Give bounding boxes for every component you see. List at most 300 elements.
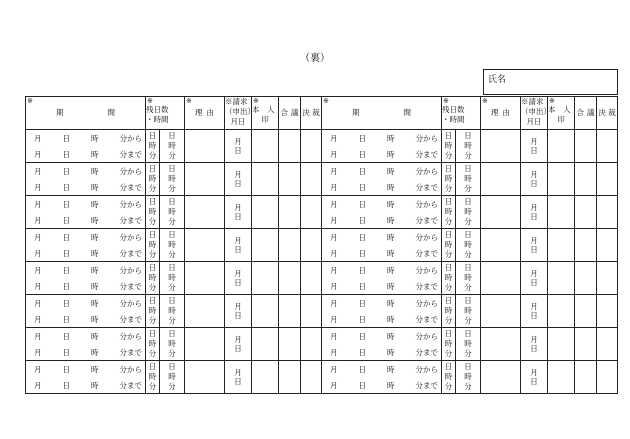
seal-cell[interactable]	[548, 229, 575, 262]
entry-row	[26, 163, 618, 196]
period-text: 日	[358, 298, 366, 308]
period-text: 月	[34, 133, 42, 143]
period-cell[interactable]	[322, 328, 442, 361]
unit-day: 日	[530, 344, 538, 353]
consultation-cell[interactable]	[279, 262, 301, 295]
approval-cell[interactable]	[597, 295, 618, 328]
remaining-cell[interactable]	[160, 196, 185, 229]
leave-amount-cell[interactable]	[146, 130, 160, 163]
period-header-label: 間	[403, 108, 411, 117]
period-text: 日	[62, 199, 70, 209]
request-date-cell[interactable]	[521, 328, 548, 361]
period-cell[interactable]	[26, 229, 146, 262]
remaining-cell[interactable]	[456, 163, 481, 196]
period-text: 日	[62, 215, 70, 225]
period-text: 月	[330, 182, 338, 192]
unit-minute: 分	[148, 283, 157, 292]
unit-month: 月	[234, 335, 242, 344]
approval-header	[301, 97, 322, 130]
unit-minute: 分	[148, 184, 157, 193]
reason-cell[interactable]	[185, 262, 225, 295]
approval-cell[interactable]	[597, 229, 618, 262]
period-cell[interactable]	[26, 262, 146, 295]
period-text: 時	[91, 380, 99, 390]
unit-minute: 分	[168, 250, 176, 259]
unit-day: 日	[444, 296, 453, 305]
seal-cell[interactable]	[252, 229, 279, 262]
request-date-header	[225, 97, 255, 130]
leave-amount-cell[interactable]	[442, 196, 456, 229]
unit-hour: 時	[168, 306, 176, 315]
approval-cell[interactable]	[597, 262, 618, 295]
period-text: 月	[34, 380, 42, 390]
consultation-cell[interactable]	[279, 295, 301, 328]
unit-day: 日	[234, 146, 242, 155]
name-label: 氏名	[488, 75, 507, 85]
unit-minute: 分	[464, 382, 472, 391]
seal-label: 印	[261, 115, 269, 124]
remaining-cell[interactable]	[160, 262, 185, 295]
period-text: 時	[91, 215, 99, 225]
period-cell[interactable]	[322, 196, 442, 229]
remaining-cell[interactable]	[160, 130, 185, 163]
period-header-label: 期	[56, 108, 64, 117]
remaining-cell[interactable]	[160, 295, 185, 328]
period-text: 日	[62, 298, 70, 308]
period-text: 時	[387, 133, 395, 143]
request-label: （申出）	[521, 107, 551, 116]
period-text: 月	[34, 149, 42, 159]
remaining-cell[interactable]	[456, 229, 481, 262]
period-text: 時	[387, 215, 395, 225]
unit-hour: 時	[148, 273, 157, 282]
request-date-cell[interactable]	[225, 361, 252, 394]
unit-minute: 分	[444, 382, 453, 391]
period-text: 分まで	[415, 380, 438, 390]
unit-hour: 時	[148, 141, 157, 150]
request-date-cell[interactable]	[521, 196, 548, 229]
period-cell[interactable]	[322, 130, 442, 163]
period-text: 月	[330, 215, 338, 225]
request-date-cell[interactable]	[521, 295, 548, 328]
period-cell[interactable]	[322, 229, 442, 262]
period-text: 月	[330, 265, 338, 275]
unit-hour: 時	[168, 141, 176, 150]
seal-cell[interactable]	[252, 361, 279, 394]
leave-record-table	[25, 96, 618, 394]
period-header-label: 間	[107, 108, 115, 117]
remaining-cell[interactable]	[160, 163, 185, 196]
period-text: 分から	[119, 232, 142, 242]
period-text: 分から	[119, 133, 142, 143]
request-date-cell[interactable]	[225, 295, 252, 328]
period-text: 時	[387, 166, 395, 176]
leave-amount-cell[interactable]	[146, 196, 160, 229]
period-text: 日	[358, 166, 366, 176]
period-text: 月	[330, 199, 338, 209]
remaining-label: ・時間	[146, 115, 169, 124]
unit-hour: 時	[464, 207, 472, 216]
unit-day: 日	[530, 311, 538, 320]
period-text: 時	[387, 380, 395, 390]
period-text: 月	[330, 281, 338, 291]
period-text: 月	[330, 149, 338, 159]
consult-label: 議	[291, 108, 299, 117]
unit-minute: 分	[464, 283, 472, 292]
remaining-cell[interactable]	[456, 295, 481, 328]
approval-cell[interactable]	[301, 262, 322, 295]
period-text: 分まで	[415, 248, 438, 258]
period-text: 分から	[119, 298, 142, 308]
reason-cell[interactable]	[481, 328, 521, 361]
seal-cell[interactable]	[548, 130, 575, 163]
request-date-cell[interactable]	[225, 130, 252, 163]
leave-amount-cell[interactable]	[442, 328, 456, 361]
consultation-cell[interactable]	[575, 361, 597, 394]
period-text: 月	[330, 331, 338, 341]
period-text: 分から	[415, 232, 438, 242]
period-text: 時	[387, 364, 395, 374]
seal-label: 本 人	[548, 105, 571, 114]
consultation-cell[interactable]	[575, 196, 597, 229]
remaining-label: ・時間	[442, 115, 465, 124]
remaining-header	[442, 97, 481, 130]
consultation-cell[interactable]	[279, 130, 301, 163]
period-text: 日	[358, 314, 366, 324]
unit-hour: 時	[444, 372, 453, 381]
approval-cell[interactable]	[597, 361, 618, 394]
approval-cell[interactable]	[301, 196, 322, 229]
period-text: 月	[330, 298, 338, 308]
unit-day: 日	[464, 230, 472, 239]
approval-cell[interactable]	[597, 163, 618, 196]
unit-hour: 時	[148, 174, 157, 183]
period-text: 時	[387, 182, 395, 192]
reason-cell[interactable]	[481, 163, 521, 196]
period-text: 時	[91, 199, 99, 209]
reason-cell[interactable]	[185, 229, 225, 262]
consultation-cell[interactable]	[279, 196, 301, 229]
request-date-cell[interactable]	[225, 163, 252, 196]
consultation-header	[279, 97, 301, 130]
request-label: 月日	[230, 117, 246, 126]
period-cell[interactable]	[26, 295, 146, 328]
remaining-cell[interactable]	[160, 361, 185, 394]
entry-row	[26, 130, 618, 163]
request-label: ※請求	[225, 97, 248, 106]
period-text: 時	[91, 166, 99, 176]
reason-cell[interactable]	[481, 262, 521, 295]
leave-amount-cell[interactable]	[442, 163, 456, 196]
period-text: 月	[330, 364, 338, 374]
approval-label: 裁	[312, 108, 320, 117]
period-text: 月	[34, 364, 42, 374]
period-text: 日	[358, 331, 366, 341]
request-date-cell[interactable]	[521, 361, 548, 394]
period-cell[interactable]	[26, 361, 146, 394]
unit-hour: 時	[148, 240, 157, 249]
period-text: 分まで	[119, 215, 142, 225]
period-cell[interactable]	[322, 262, 442, 295]
period-text: 分から	[119, 166, 142, 176]
request-date-cell[interactable]	[521, 229, 548, 262]
unit-month: 月	[530, 269, 538, 278]
seal-cell[interactable]	[548, 361, 575, 394]
entry-row	[26, 196, 618, 229]
approval-cell[interactable]	[301, 295, 322, 328]
request-date-cell[interactable]	[225, 262, 252, 295]
period-text: 分から	[415, 199, 438, 209]
unit-minute: 分	[464, 316, 472, 325]
period-text: 日	[62, 248, 70, 258]
reason-cell[interactable]	[481, 229, 521, 262]
unit-day: 日	[168, 329, 176, 338]
period-text: 日	[62, 232, 70, 242]
unit-day: 日	[234, 179, 242, 188]
leave-amount-cell[interactable]	[442, 262, 456, 295]
unit-hour: 時	[464, 141, 472, 150]
period-cell[interactable]	[26, 196, 146, 229]
leave-amount-cell[interactable]	[442, 361, 456, 394]
reason-cell[interactable]	[185, 163, 225, 196]
unit-month: 月	[234, 302, 242, 311]
unit-day: 日	[444, 164, 453, 173]
reason-cell[interactable]	[481, 295, 521, 328]
reason-cell[interactable]	[481, 361, 521, 394]
leave-amount-cell[interactable]	[442, 295, 456, 328]
period-text: 分から	[415, 133, 438, 143]
period-text: 分まで	[119, 149, 142, 159]
request-date-cell[interactable]	[521, 163, 548, 196]
period-text: 分まで	[415, 149, 438, 159]
entry-row	[26, 361, 618, 394]
unit-hour: 時	[444, 339, 453, 348]
seal-cell[interactable]	[252, 328, 279, 361]
unit-minute: 分	[168, 184, 176, 193]
period-text: 月	[34, 215, 42, 225]
period-text: 日	[62, 347, 70, 357]
period-text: 日	[62, 281, 70, 291]
unit-day: 日	[444, 197, 453, 206]
unit-day: 日	[148, 164, 157, 173]
seal-label: 印	[557, 115, 565, 124]
consultation-cell[interactable]	[279, 328, 301, 361]
consultation-cell[interactable]	[575, 262, 597, 295]
unit-day: 日	[444, 329, 453, 338]
period-text: 時	[91, 133, 99, 143]
consultation-cell[interactable]	[575, 229, 597, 262]
seal-label: 本 人	[252, 105, 275, 114]
request-date-cell[interactable]	[521, 262, 548, 295]
period-cell[interactable]	[26, 130, 146, 163]
unit-minute: 分	[444, 349, 453, 358]
period-text: 月	[34, 265, 42, 275]
remaining-label: 残日数	[442, 105, 465, 114]
reason-label: 理	[491, 108, 499, 117]
period-text: 時	[387, 232, 395, 242]
entry-row	[26, 295, 618, 328]
period-text: 分まで	[119, 182, 142, 192]
reason-cell[interactable]	[185, 361, 225, 394]
period-cell[interactable]	[26, 328, 146, 361]
unit-hour: 時	[148, 306, 157, 315]
consultation-cell[interactable]	[575, 163, 597, 196]
approval-cell[interactable]	[301, 130, 322, 163]
unit-minute: 分	[168, 382, 176, 391]
unit-day: 日	[148, 329, 157, 338]
name-field[interactable]	[483, 69, 618, 95]
unit-month: 月	[234, 137, 242, 146]
header-row	[26, 97, 618, 130]
remaining-cell[interactable]	[456, 328, 481, 361]
approval-cell[interactable]	[597, 130, 618, 163]
remaining-cell[interactable]	[456, 130, 481, 163]
remaining-cell[interactable]	[456, 262, 481, 295]
remaining-cell[interactable]	[456, 361, 481, 394]
request-date-cell[interactable]	[225, 196, 252, 229]
seal-cell[interactable]	[548, 262, 575, 295]
unit-day: 日	[148, 296, 157, 305]
remaining-cell[interactable]	[456, 196, 481, 229]
unit-hour: 時	[464, 339, 472, 348]
unit-month: 月	[234, 269, 242, 278]
seal-cell[interactable]	[548, 196, 575, 229]
period-text: 時	[91, 232, 99, 242]
unit-day: 日	[168, 197, 176, 206]
entry-row	[26, 229, 618, 262]
period-cell[interactable]	[322, 163, 442, 196]
leave-amount-cell[interactable]	[146, 229, 160, 262]
seal-cell[interactable]	[548, 328, 575, 361]
unit-minute: 分	[168, 217, 176, 226]
unit-hour: 時	[148, 339, 157, 348]
unit-minute: 分	[148, 250, 157, 259]
period-text: 日	[358, 199, 366, 209]
unit-day: 日	[168, 296, 176, 305]
approval-cell[interactable]	[597, 328, 618, 361]
leave-amount-cell[interactable]	[442, 229, 456, 262]
leave-amount-cell[interactable]	[146, 163, 160, 196]
seal-cell[interactable]	[548, 163, 575, 196]
approval-label: 決	[302, 108, 310, 117]
seal-cell[interactable]	[252, 130, 279, 163]
leave-amount-cell[interactable]	[146, 361, 160, 394]
approval-cell[interactable]	[301, 328, 322, 361]
reason-cell[interactable]	[185, 328, 225, 361]
period-text: 分まで	[415, 281, 438, 291]
period-text: 時	[387, 248, 395, 258]
seal-cell[interactable]	[548, 295, 575, 328]
leave-amount-cell[interactable]	[146, 262, 160, 295]
unit-month: 月	[530, 170, 538, 179]
consultation-cell[interactable]	[575, 130, 597, 163]
unit-minute: 分	[444, 316, 453, 325]
period-text: 日	[358, 182, 366, 192]
period-text: 日	[358, 281, 366, 291]
period-text: 日	[62, 149, 70, 159]
period-text: 分から	[415, 166, 438, 176]
reason-cell[interactable]	[185, 196, 225, 229]
unit-hour: 時	[148, 207, 157, 216]
request-date-cell[interactable]	[521, 130, 548, 163]
period-text: 月	[34, 182, 42, 192]
seal-header	[252, 97, 279, 130]
unit-day: 日	[464, 263, 472, 272]
unit-hour: 時	[168, 339, 176, 348]
period-text: 時	[91, 347, 99, 357]
request-date-cell[interactable]	[225, 229, 252, 262]
approval-cell[interactable]	[301, 361, 322, 394]
period-text: 分まで	[415, 182, 438, 192]
period-text: 日	[358, 133, 366, 143]
approval-cell[interactable]	[301, 163, 322, 196]
request-label: （申出）	[225, 107, 255, 116]
reason-cell[interactable]	[185, 295, 225, 328]
unit-day: 日	[530, 146, 538, 155]
unit-hour: 時	[168, 273, 176, 282]
unit-month: 月	[234, 203, 242, 212]
period-text: 分まで	[119, 347, 142, 357]
unit-minute: 分	[464, 217, 472, 226]
consultation-cell[interactable]	[575, 295, 597, 328]
consultation-cell[interactable]	[279, 229, 301, 262]
period-text: 月	[34, 298, 42, 308]
seal-cell[interactable]	[252, 295, 279, 328]
page-title: （裏）	[300, 53, 330, 64]
consultation-cell[interactable]	[575, 328, 597, 361]
reason-cell[interactable]	[185, 130, 225, 163]
seal-cell[interactable]	[252, 196, 279, 229]
consultation-cell[interactable]	[279, 163, 301, 196]
approval-label: 裁	[608, 108, 616, 117]
unit-day: 日	[168, 164, 176, 173]
approval-cell[interactable]	[301, 229, 322, 262]
remaining-cell[interactable]	[160, 229, 185, 262]
unit-minute: 分	[444, 217, 453, 226]
period-text: 日	[62, 314, 70, 324]
mark-symbol: ※	[253, 97, 259, 105]
reason-header	[481, 97, 521, 130]
period-text: 分まで	[119, 281, 142, 291]
leave-amount-cell[interactable]	[146, 295, 160, 328]
period-text: 時	[91, 149, 99, 159]
reason-cell[interactable]	[481, 130, 521, 163]
seal-header	[548, 97, 575, 130]
period-cell[interactable]	[322, 361, 442, 394]
seal-cell[interactable]	[252, 163, 279, 196]
approval-cell[interactable]	[597, 196, 618, 229]
unit-day: 日	[444, 362, 453, 371]
reason-cell[interactable]	[481, 196, 521, 229]
period-text: 日	[62, 331, 70, 341]
period-text: 時	[91, 314, 99, 324]
entry-row	[26, 328, 618, 361]
leave-amount-cell[interactable]	[146, 328, 160, 361]
period-text: 分から	[119, 364, 142, 374]
unit-day: 日	[464, 296, 472, 305]
request-date-cell[interactable]	[225, 328, 252, 361]
approval-header	[597, 97, 618, 130]
unit-day: 日	[234, 377, 242, 386]
consultation-cell[interactable]	[279, 361, 301, 394]
remaining-cell[interactable]	[160, 328, 185, 361]
unit-hour: 時	[168, 240, 176, 249]
period-cell[interactable]	[322, 295, 442, 328]
period-cell[interactable]	[26, 163, 146, 196]
leave-amount-cell[interactable]	[442, 130, 456, 163]
period-header-label: 期	[352, 108, 360, 117]
seal-cell[interactable]	[252, 262, 279, 295]
